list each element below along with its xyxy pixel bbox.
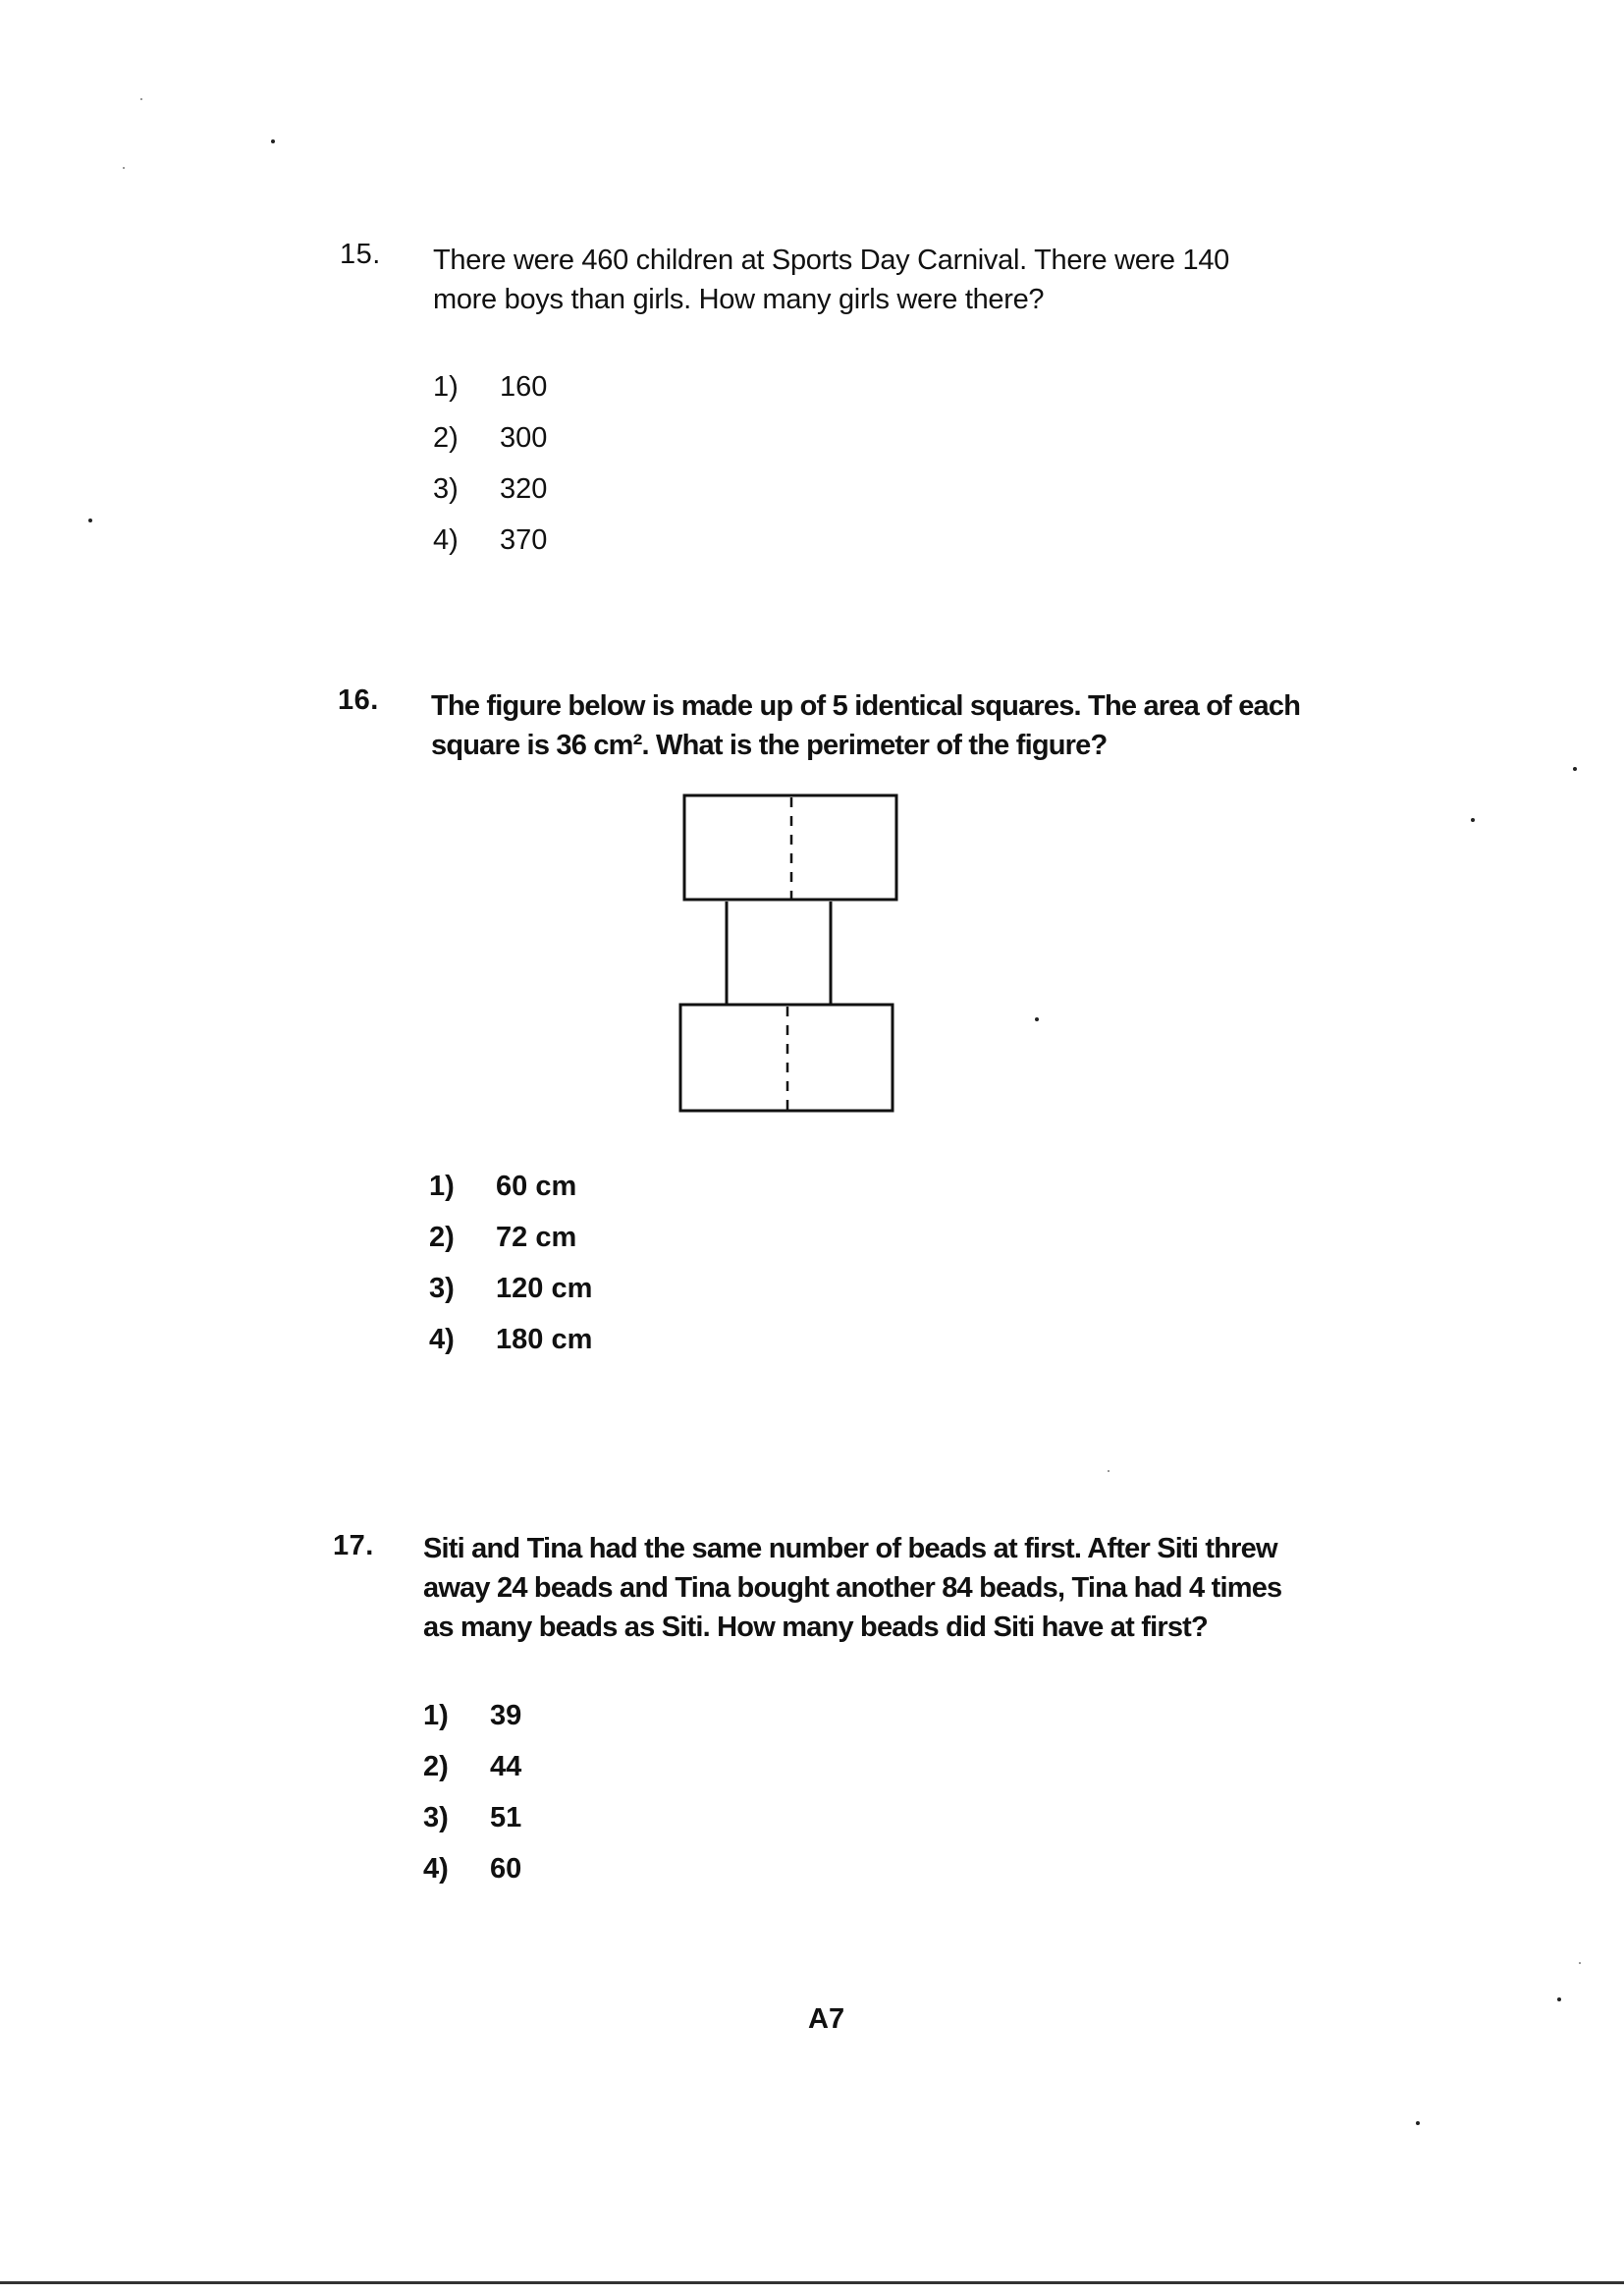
answer-option[interactable] xyxy=(433,524,728,575)
option-label: 1) xyxy=(423,1700,449,1731)
answer-option[interactable] xyxy=(429,1273,743,1324)
option-label: 2) xyxy=(433,422,459,454)
scan-speck xyxy=(1416,2121,1420,2125)
question-number: 16. xyxy=(338,684,379,716)
option-value: 60 xyxy=(490,1853,522,1885)
question-text: The figure below is made up of 5 identical squares. The area of each square is 36 cm². What is the perimeter of the figure? xyxy=(431,690,1301,761)
option-value: 160 xyxy=(500,371,548,403)
question-number: 17. xyxy=(333,1530,374,1561)
answer-option[interactable] xyxy=(429,1222,743,1273)
option-label: 3) xyxy=(433,473,459,505)
option-value: 39 xyxy=(490,1700,522,1731)
answer-option[interactable] xyxy=(423,1802,718,1853)
scan-speck xyxy=(1035,1017,1039,1021)
top-squares-outline xyxy=(684,795,896,900)
option-label: 2) xyxy=(429,1222,455,1253)
answer-option[interactable] xyxy=(433,473,728,524)
bottom-rule xyxy=(0,2281,1624,2284)
option-value: 60 cm xyxy=(496,1171,577,1202)
five-squares-figure xyxy=(668,784,923,1127)
scan-speck xyxy=(123,167,125,169)
option-label: 1) xyxy=(433,371,459,403)
option-label: 4) xyxy=(433,524,459,556)
answer-option[interactable] xyxy=(423,1853,718,1904)
answer-options xyxy=(423,1700,718,1904)
option-value: 320 xyxy=(500,473,548,505)
question-text: Siti and Tina had the same number of beads at first. After Siti threw away 24 beads and Tina bought another 84 beads, Tina had 4 times as many beads as Siti. How many beads did Siti have at first? xyxy=(423,1533,1282,1643)
option-label: 4) xyxy=(429,1324,455,1355)
option-value: 72 cm xyxy=(496,1222,577,1253)
option-label: 1) xyxy=(429,1171,455,1202)
bottom-squares-outline xyxy=(680,1005,893,1111)
question-number: 15. xyxy=(340,239,381,270)
option-value: 300 xyxy=(500,422,548,454)
option-value: 51 xyxy=(490,1802,522,1833)
answer-option[interactable] xyxy=(433,371,728,422)
question-text: There were 460 children at Sports Day Carnival. There were 140 more boys than girls. How many girls were there? xyxy=(433,245,1230,315)
scan-speck xyxy=(1108,1470,1110,1472)
option-value: 120 cm xyxy=(496,1273,593,1304)
scan-speck xyxy=(140,98,142,100)
answer-option[interactable] xyxy=(429,1171,743,1222)
option-label: 4) xyxy=(423,1853,449,1885)
option-value: 44 xyxy=(490,1751,522,1782)
option-label: 3) xyxy=(429,1273,455,1304)
scan-speck xyxy=(1573,767,1577,771)
answer-option[interactable] xyxy=(429,1324,743,1375)
scan-speck xyxy=(1557,1997,1561,2001)
answer-options xyxy=(433,371,728,575)
page-number: A7 xyxy=(808,2003,845,2035)
option-label: 2) xyxy=(423,1751,449,1782)
answer-option[interactable] xyxy=(423,1700,718,1751)
option-value: 370 xyxy=(500,524,548,556)
option-label: 3) xyxy=(423,1802,449,1833)
scan-speck xyxy=(271,139,275,143)
answer-option[interactable] xyxy=(433,422,728,473)
answer-options xyxy=(429,1171,743,1375)
scan-speck xyxy=(1471,818,1475,822)
option-value: 180 cm xyxy=(496,1324,593,1355)
scan-speck xyxy=(1579,1962,1581,1964)
answer-option[interactable] xyxy=(423,1751,718,1802)
scan-speck xyxy=(88,519,92,522)
